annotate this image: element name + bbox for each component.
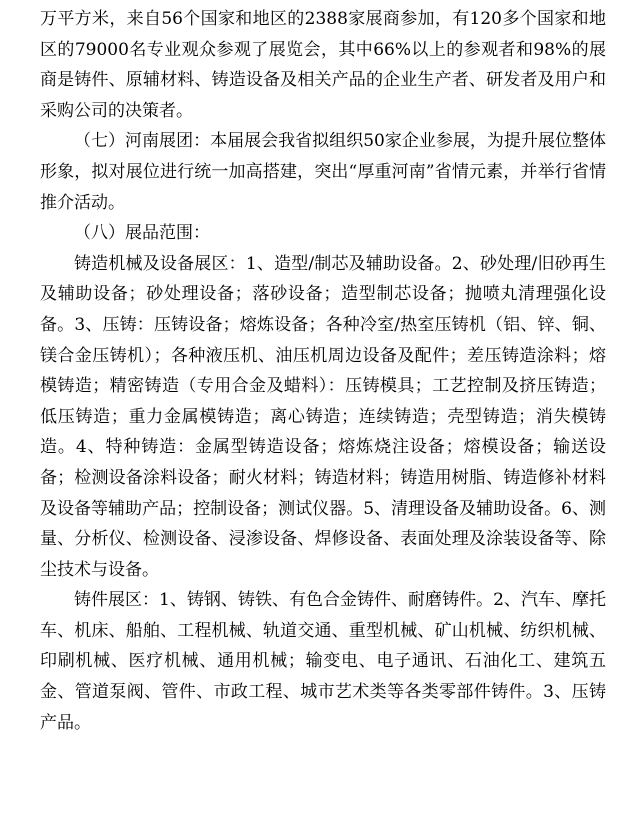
paragraph-henan-delegation: （七）河南展团：本届展会我省拟组织50家企业参展，为提升展位整体形象，拟对展位进行统一加高搭建，突出“厚重河南”省情元素，并举行省情推介活动。 [40, 131, 606, 213]
heading-exhibit-scope: （八）展品范围： [74, 223, 210, 244]
paragraph-casting-machinery-zone: 铸造机械及设备展区：1、造型/制芯及辅助设备。2、砂处理/旧砂再生及辅助设备；砂处理设备；落砂设备；造型制芯设备；抛喷丸清理强化设备。3、压铸：压铸设备；熔炼设备；各种冷室/热室压铸机（铝、锌、铜、镁合金压铸机）；各种液压机、油压机周边设备及配件；差压铸造涂料；熔模铸造；精密铸造（专用合金及蜡料）：压铸模具；工艺控制及挤压铸造；低压铸造；重力金属模铸造；离心铸造；连续铸造；壳型铸造；消失模铸造。4、特种铸造：金属型铸造设备；熔炼烧注设备；熔模设备；输送设备；检测设备涂料设备；耐火材料；铸造材料；铸造用树脂、铸造修补材料及设备等辅助产品；控制设备；测试仪器。5、清理设备及辅助设备。6、测量、分析仪、检测设备、浸渗设备、焊修设备、表面处理及涂装设备等、除尘技术与设备。 [40, 253, 606, 580]
document-body [40, 4, 606, 738]
paragraph-exhibition-stats: 万平方米，来自56个国家和地区的2388家展商参加，有120多个国家和地区的79000名专业观众参观了展览会，其中66%以上的参观者和98%的展商是铸件、原辅材料、铸造设备及相关产品的企业生产者、研发者及用户和采购公司的决策者。 [40, 9, 606, 121]
paragraph-castings-zone: 铸件展区：1、铸钢、铸铁、有色合金铸件、耐磨铸件。2、汽车、摩托车、机床、船舶、工程机械、轨道交通、重型机械、矿山机械、纺织机械、印刷机械、医疗机械、通用机械；输变电、电子通讯、石油化工、建筑五金、管道泵阀、管件、市政工程、城市艺术类等各类零部件铸件。3、压铸产品。 [40, 590, 606, 733]
